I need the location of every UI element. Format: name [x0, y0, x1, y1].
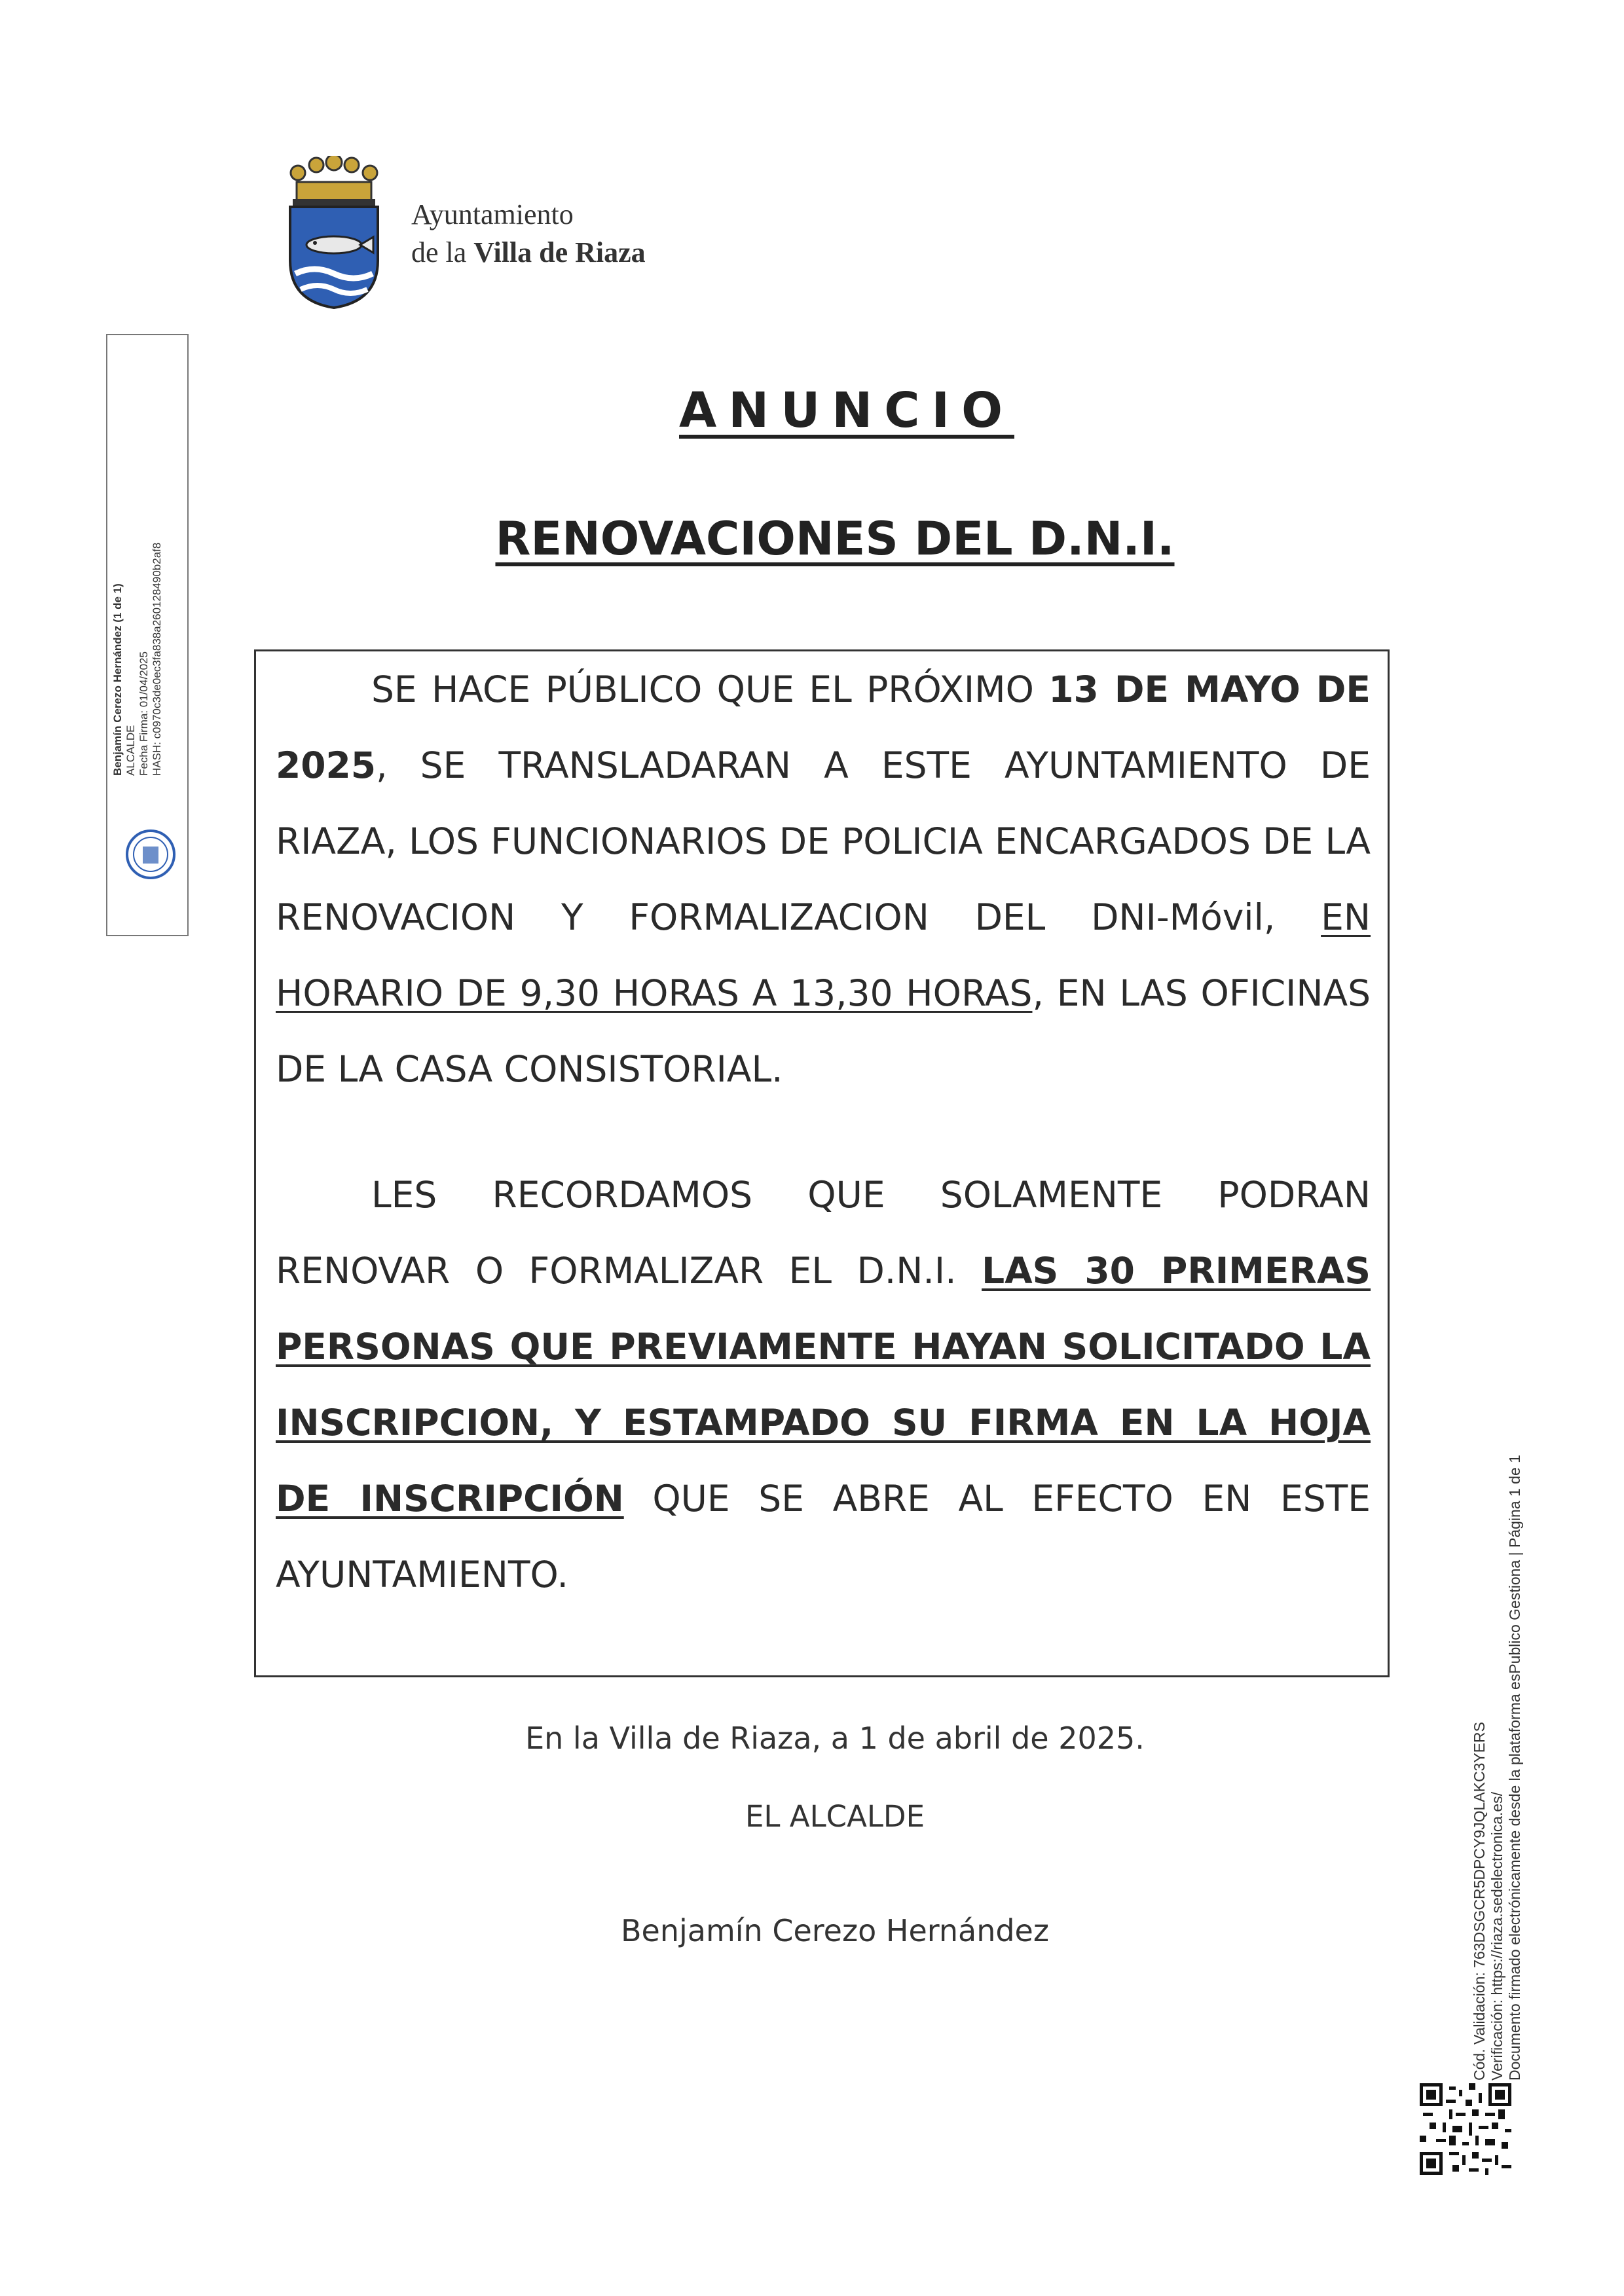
- closing-place-date: En la Villa de Riaza, a 1 de abril de 2025.: [525, 1721, 1145, 1756]
- notice-paragraph-1: [276, 651, 1371, 1107]
- p2-text-2: QUE SE ABRE AL EFECTO EN ESTE AYUNTAMIENTO.: [276, 1478, 1371, 1595]
- seal-icon: [124, 828, 177, 881]
- org-name-line2: [411, 236, 646, 269]
- stamp-signer: Benjamín Cerezo Hernández (1 de 1): [111, 583, 124, 776]
- org-name-prefix: de la: [411, 236, 474, 268]
- signatory-name: Benjamín Cerezo Hernández: [620, 1913, 1050, 1948]
- closing-role: EL ALCALDE: [745, 1799, 925, 1834]
- document-title: ANUNCIO: [679, 382, 1014, 439]
- verification-platform: Documento firmado electrónicamente desde la plataforma esPublico Gestiona | Página 1 de 1: [1506, 1455, 1523, 2081]
- p1-text-3: , EN LAS OFICINAS DE LA CASA CONSISTORIAL.: [276, 972, 1371, 1090]
- stamp-date: Fecha Firma: 01/04/2025: [138, 651, 150, 776]
- stamp-hash: HASH: c0970c3de0ec3fa838a260128490b2af8: [151, 542, 163, 776]
- crest-icon: [278, 156, 390, 310]
- notice-paragraph-2: [276, 1157, 1371, 1613]
- p1-date: 13 DE MAYO DE 2025: [276, 668, 1371, 786]
- org-name-line1: Ayuntamiento: [411, 198, 574, 230]
- p1-hours: EN HORARIO DE 9,30 HORAS A 13,30 HORAS: [276, 896, 1371, 1014]
- org-name-bold: Villa de Riaza: [473, 236, 646, 268]
- verification-code: Cód. Validación: 763DSGCR5DPCY9JQLAKC3YERS: [1471, 1722, 1488, 2081]
- p1-text-1: SE HACE PÚBLICO QUE EL PRÓXIMO: [371, 668, 1049, 710]
- notice-box: [254, 649, 1390, 1677]
- document-subject: RENOVACIONES DEL D.N.I.: [495, 512, 1175, 566]
- qr-code-icon: [1420, 2083, 1511, 2175]
- verification-text: [1471, 1455, 1524, 2081]
- signature-stamp-text: [111, 543, 164, 776]
- p1-text-2: , SE TRANSLADARAN A ESTE AYUNTAMIENTO DE RIAZA, LOS FUNCIONARIOS DE POLICIA ENCARGADOS DE LA RENOVACION Y FORMALIZACION DEL DNI-Móvil,: [276, 744, 1371, 938]
- verification-url[interactable]: Verificación: https://riaza.sedelectronica.es/: [1488, 1791, 1505, 2081]
- p2-text-1: LES RECORDAMOS QUE SOLAMENTE PODRAN RENOVAR O FORMALIZAR EL D.N.I.: [276, 1174, 1371, 1292]
- p2-emphasis: LAS 30 PRIMERAS PERSONAS QUE PREVIAMENTE HAYAN SOLICITADO LA INSCRIPCION, Y ESTAMPADO SU FIRMA EN LA HOJA DE INSCRIPCIÓN: [276, 1250, 1371, 1520]
- stamp-role: ALCALDE: [124, 725, 137, 776]
